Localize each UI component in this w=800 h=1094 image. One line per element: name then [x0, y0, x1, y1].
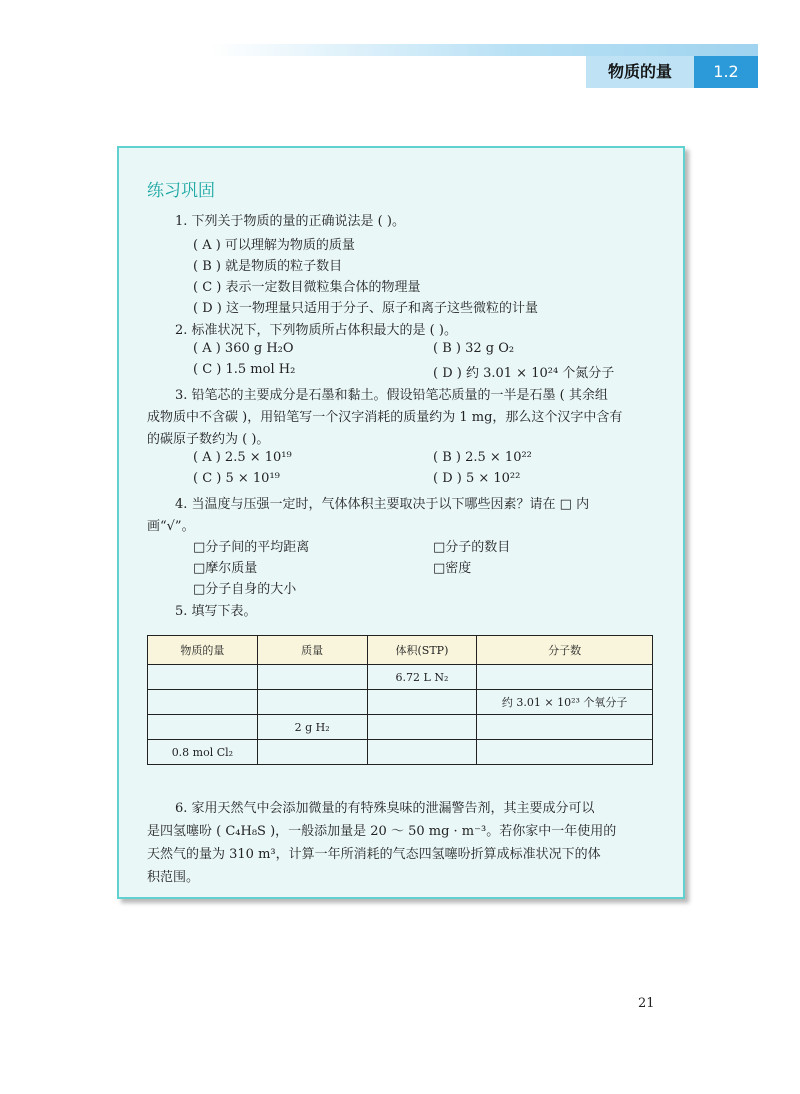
table-row	[148, 690, 653, 715]
q1-option-c: ( C ) 表示一定数目微粒集合体的物理量	[193, 280, 421, 295]
table-header: 体积(STP)	[367, 636, 477, 665]
table-row	[148, 715, 653, 740]
table-cell	[148, 715, 258, 740]
q1-option-b: ( B ) 就是物质的粒子数目	[193, 259, 343, 274]
q3-option-a: ( A ) 2.5 × 10¹⁹	[193, 450, 292, 465]
fill-in-table	[147, 635, 653, 765]
table-cell	[477, 740, 653, 765]
table-cell	[477, 665, 653, 690]
chapter-number: 1.2	[694, 56, 758, 88]
q6-line-3: 天然气的量为 310 m³，计算一年所消耗的气态四氢噻吩折算成标准状况下的体	[147, 847, 601, 862]
q4-option-size: □分子自身的大小	[193, 582, 297, 597]
table-row	[148, 665, 653, 690]
table-cell: 6.72 L N₂	[367, 665, 477, 690]
q2-option-a: ( A ) 360 g H₂O	[193, 341, 294, 356]
q2-stem: 2. 标准状况下，下列物质所占体积最大的是 ( )。	[175, 323, 457, 338]
q2-option-c: ( C ) 1.5 mol H₂	[193, 362, 296, 377]
table-header: 物质的量	[148, 636, 258, 665]
q1-stem: 1. 下列关于物质的量的正确说法是 ( )。	[175, 214, 405, 229]
q1-option-d: ( D ) 这一物理量只适用于分子、原子和离子这些微粒的计量	[193, 301, 538, 316]
q4-option-number: □分子的数目	[433, 540, 511, 555]
q4-option-density: □密度	[433, 561, 472, 576]
q2-option-d: ( D ) 约 3.01 × 10²⁴ 个氮分子	[433, 366, 615, 381]
table-cell: 2 g H₂	[257, 715, 367, 740]
table-cell: 0.8 mol Cl₂	[148, 740, 258, 765]
q6-line-4: 积范围。	[147, 870, 200, 885]
table-cell	[367, 715, 477, 740]
q4-option-molar-mass: □摩尔质量	[193, 561, 258, 576]
q5-stem: 5. 填写下表。	[175, 604, 257, 619]
table-header: 质量	[257, 636, 367, 665]
q4-line-1: 4. 当温度与压强一定时，气体体积主要取决于以下哪些因素？请在 □ 内	[175, 497, 590, 512]
header-gradient-bar	[210, 44, 758, 56]
chapter-badge	[586, 56, 758, 88]
q1-option-a: ( A ) 可以理解为物质的质量	[193, 238, 355, 253]
table-header: 分子数	[477, 636, 653, 665]
table-cell	[477, 715, 653, 740]
q4-option-distance: □分子间的平均距离	[193, 540, 310, 555]
table-cell	[148, 690, 258, 715]
q6-line-1: 6. 家用天然气中会添加微量的有特殊臭味的泄漏警告剂，其主要成分可以	[175, 801, 595, 816]
q4-line-2: 画“√”。	[147, 519, 195, 534]
q2-option-b: ( B ) 32 g O₂	[433, 341, 515, 356]
section-title: 练习巩固	[147, 181, 215, 201]
table-row	[148, 740, 653, 765]
table-cell	[148, 665, 258, 690]
table-cell: 约 3.01 × 10²³ 个氧分子	[477, 690, 653, 715]
q3-option-b: ( B ) 2.5 × 10²²	[433, 450, 532, 465]
q3-line-2: 成物质中不含碳 )，用铅笔写一个汉字消耗的质量约为 1 mg，那么这个汉字中含有	[147, 410, 623, 425]
page-number: 21	[638, 996, 655, 1011]
chapter-title: 物质的量	[586, 56, 694, 88]
table-cell	[257, 740, 367, 765]
q3-option-c: ( C ) 5 × 10¹⁹	[193, 471, 280, 486]
q3-line-1: 3. 铅笔芯的主要成分是石墨和黏土。假设铅笔芯质量的一半是石墨 ( 其余组	[175, 388, 608, 403]
table-cell	[367, 740, 477, 765]
q6-line-2: 是四氢噻吩 ( C₄H₈S )，一般添加量是 20 ～ 50 mg · m⁻³。若你家中一年使用的	[147, 824, 617, 839]
q3-line-3: 的碳原子数约为 ( )。	[147, 432, 270, 447]
table-cell	[257, 665, 367, 690]
table-header-row	[148, 636, 653, 665]
q3-option-d: ( D ) 5 × 10²²	[433, 471, 521, 486]
table-cell	[257, 690, 367, 715]
table-cell	[367, 690, 477, 715]
